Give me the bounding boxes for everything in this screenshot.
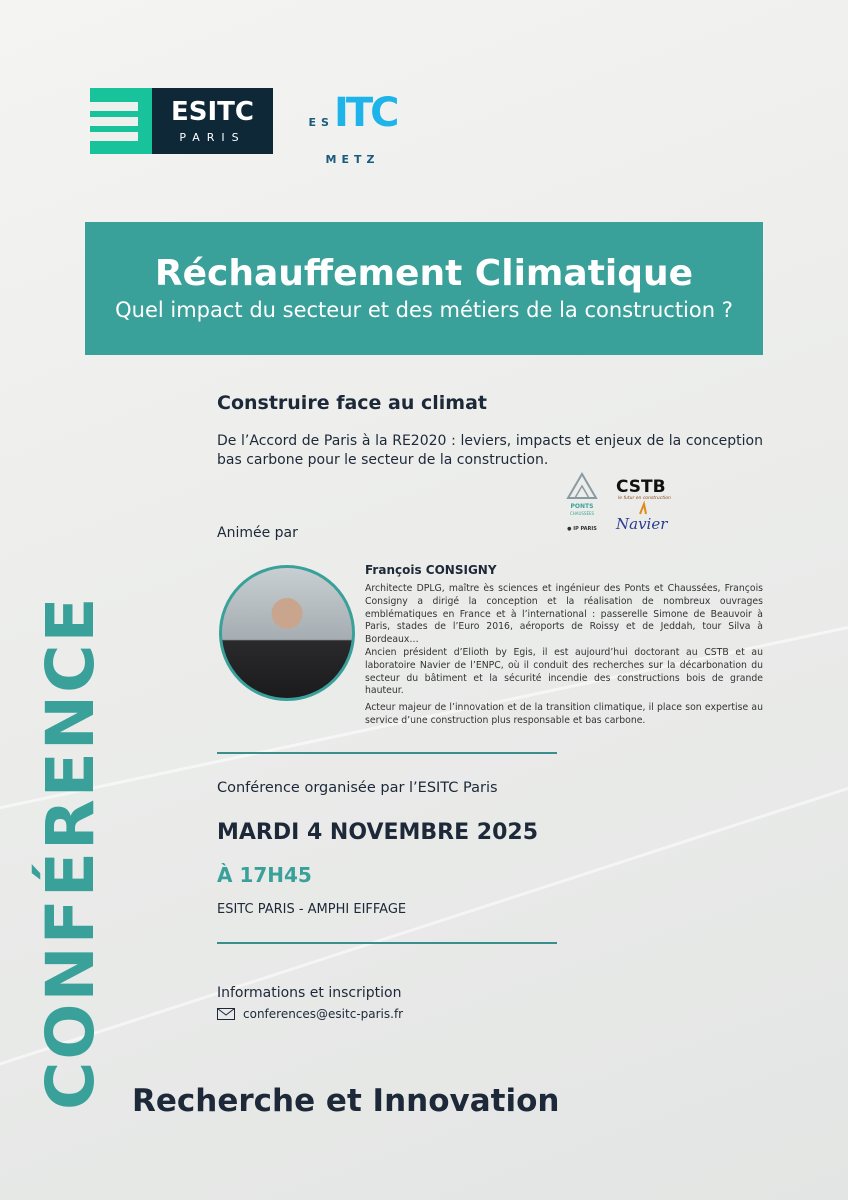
speaker-name: François CONSIGNY: [365, 563, 497, 577]
title-banner: [85, 222, 763, 355]
speaker-intro: Animée par: [217, 525, 298, 541]
cstb-logo: [616, 477, 671, 501]
esitc-metz-logo: [300, 88, 405, 166]
page-title: Réchauffement Climatique: [154, 253, 694, 294]
logo-text-b: ITC: [333, 90, 397, 136]
partner-logos: [560, 470, 690, 540]
svg-text:CSTB: CSTB: [616, 477, 666, 497]
bio-paragraph: Acteur majeur de l’innovation et de la transition climatique, il place son expertise au service d’une construction plus responsable et bas carbone.: [365, 702, 763, 726]
footer-title: Recherche et Innovation: [132, 1083, 560, 1119]
logo-text-a: ES: [308, 116, 334, 129]
esitc-paris-logo: [90, 88, 273, 154]
contact-label: Informations et inscription: [217, 985, 402, 1001]
bio-paragraph: Ancien président d’Elioth by Egis, il est aujourd’hui doctorant au CSTB et au laboratoire Navier de l’ENPC, où il conduit des recherches sur la décarbonation du secteur du bâtiment et la sécurité incendie des constructions bois de grande hauteur.: [365, 646, 763, 697]
talk-description: De l’Accord de Paris à la RE2020 : leviers, impacts et enjeux de la conception bas carbone pour le secteur de la construction.: [217, 433, 763, 468]
talk-title: Construire face au climat: [217, 392, 487, 414]
divider: [217, 752, 557, 754]
background-decoration: [0, 715, 848, 1089]
logo-text: ESITC: [171, 96, 254, 127]
event-date: MARDI 4 NOVEMBRE 2025: [217, 820, 539, 845]
svg-text:PONTS: PONTS: [570, 503, 594, 510]
speaker-photo: [219, 565, 355, 701]
envelope-icon: [217, 1008, 235, 1020]
svg-text:● IP PARIS: ● IP PARIS: [567, 526, 597, 532]
event-place: ESITC PARIS - AMPHI EIFFAGE: [217, 902, 407, 917]
navier-logo: [615, 504, 668, 533]
logo-subtext: PARIS: [179, 130, 246, 144]
svg-text:CHAUSSÉES: CHAUSSÉES: [569, 511, 595, 516]
logo-subtext: METZ: [325, 153, 380, 166]
email-link[interactable]: conferences@esitc-paris.fr: [243, 1007, 404, 1021]
divider: [217, 942, 557, 944]
vertical-conference-label: CONFÉRENCE: [32, 595, 109, 1110]
page-subtitle: Quel impact du secteur et des métiers de la construction ?: [115, 298, 733, 322]
svg-text:le futur en construction: le futur en construction: [618, 496, 671, 501]
contact-email[interactable]: [217, 1007, 403, 1021]
event-time: À 17H45: [217, 863, 312, 887]
ponts-chaussees-logo: [567, 474, 597, 532]
bio-paragraph: Architecte DPLG, maître ès sciences et ingénieur des Ponts et Chaussées, François Consigny a dirigé la conception et la réalisation de nombreux ouvrages emblématiques en France et à l’international : passerelle Simone de Beauvoir à Paris, stades de l’Euro 2016, aéroports de Roissy et de Jeddah, tour Silva à Bordeaux…: [365, 583, 763, 646]
esitc-e-mark: [90, 88, 152, 154]
organizer: Conférence organisée par l’ESITC Paris: [217, 780, 498, 796]
speaker-bio: [365, 583, 763, 728]
svg-text:Navier: Navier: [616, 515, 668, 533]
